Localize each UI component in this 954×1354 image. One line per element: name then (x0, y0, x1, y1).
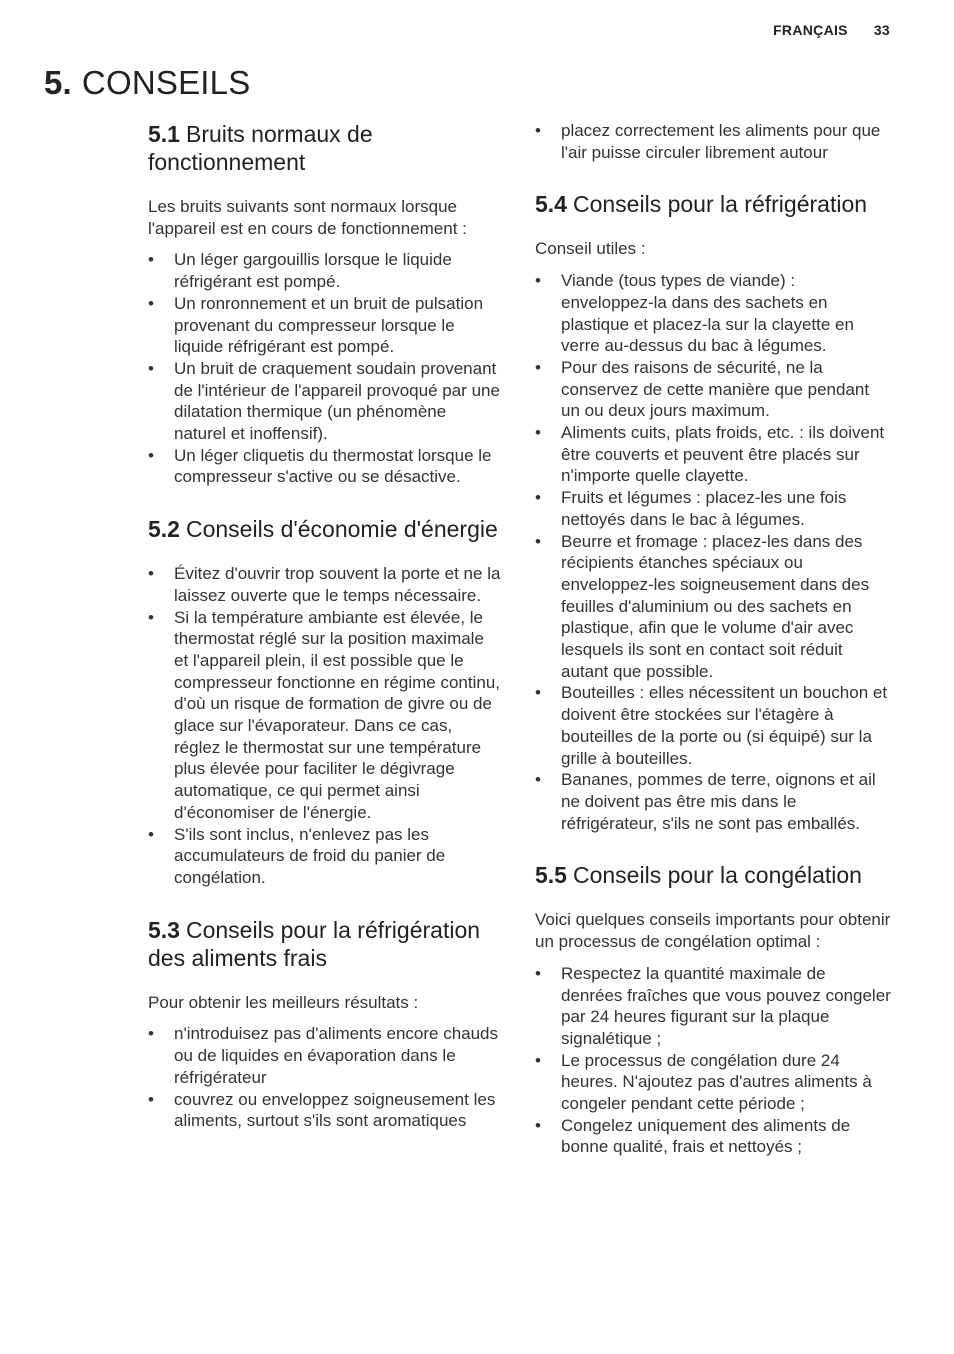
section-title: Conseils pour la congélation (572, 862, 862, 889)
list-item-text: Fruits et légumes : placez-les une fois nettoyés dans le bac à légumes. (561, 488, 847, 529)
bullet-icon: • (148, 250, 154, 270)
bullet-icon: • (535, 121, 541, 140)
list-item (148, 249, 502, 292)
list-item-text: Bananes, pommes de terre, oignons et ail ne doivent pas être mis dans le réfrigérateur, s'ils ne sont pas emballés. (561, 770, 876, 833)
bullet-icon: • (535, 683, 541, 703)
section-5-4 (535, 190, 891, 834)
bullet-icon: • (535, 423, 541, 443)
list-item (535, 487, 891, 530)
list-item-text: n'introduisez pas d'aliments encore chauds ou de liquides en évaporation dans le réfrigérateur (174, 1024, 499, 1087)
list-item-text: placez correctement les aliments pour que l'air puisse circuler librement autour (561, 121, 881, 162)
list-item-text: Évitez d'ouvrir trop souvent la porte et ne la laissez ouverte que le temps nécessaire. (174, 564, 501, 605)
list-item (535, 120, 891, 163)
list-item-text: couvrez ou enveloppez soigneusement les aliments, surtout s'ils sont aromatiques (174, 1089, 496, 1131)
page-header (773, 22, 890, 38)
chapter-title (44, 64, 250, 102)
bullet-list (148, 249, 502, 488)
chapter-title-text: CONSEILS (81, 64, 251, 101)
list-item (148, 358, 502, 445)
section-5-3-continued (535, 120, 891, 163)
bullet-icon: • (148, 1089, 154, 1109)
list-item (535, 357, 891, 422)
section-5-1 (148, 120, 502, 488)
section-intro: Conseil utiles : (535, 239, 646, 259)
list-item (148, 1089, 502, 1132)
section-number: 5.3 (148, 916, 180, 943)
list-item (148, 1023, 502, 1088)
bullet-icon: • (535, 531, 541, 551)
section-5-5 (535, 861, 891, 1158)
list-item (148, 563, 502, 606)
bullet-icon: • (535, 271, 541, 291)
section-5-2 (148, 515, 502, 889)
list-item-text: S'ils sont inclus, n'enlevez pas les accumulateurs de froid du panier de congélation. (174, 824, 446, 887)
list-item (535, 422, 891, 487)
list-item-text: Un léger cliquetis du thermostat lorsque le compresseur s'active ou se désactive. (174, 445, 492, 487)
section-title: Conseils pour la réfrigération (572, 191, 868, 218)
section-intro: Voici quelques conseils importants pour obtenir un processus de congélation optimal : (535, 910, 891, 952)
list-item-text: Congelez uniquement des aliments de bonne qualité, frais et nettoyés ; (561, 1115, 851, 1157)
list-item-text: Beurre et fromage : placez-les dans des récipients étanches spéciaux ou enveloppez-les soigneusement dans des feuilles d'aluminium ou des sachets en plastique, afin que le volume d'air avec lesquels ils sont en contact soit réduit autant que possible. (561, 531, 870, 681)
bullet-icon: • (535, 963, 541, 983)
section-number: 5.5 (535, 862, 567, 889)
right-column (535, 120, 891, 1158)
section-heading (148, 120, 502, 176)
section-number: 5.4 (535, 191, 567, 218)
bullet-icon: • (148, 1024, 154, 1044)
list-item-text: Un bruit de craquement soudain provenant de l'intérieur de l'appareil provoqué par une dilatation thermique (un phénomène naturel et inoffensif). (174, 358, 500, 444)
bullet-list (148, 563, 502, 889)
list-item (535, 270, 891, 357)
bullet-list (535, 120, 891, 163)
list-item-text: Bouteilles : elles nécessitent un bouchon et doivent être stockées sur l'étagère à bouteilles de la porte ou (si équipé) sur la grille à bouteilles. (561, 683, 888, 768)
list-item-text: Pour des raisons de sécurité, ne la conservez de cette manière que pendant un ou deux jours maximum. (561, 357, 870, 421)
list-item-text: Le processus de congélation dure 24 heures. N'ajoutez pas d'autres aliments à congeler pendant cette période ; (561, 1050, 872, 1114)
list-item (535, 1050, 891, 1115)
list-item-text: Si la température ambiante est élevée, le thermostat réglé sur la position maximale et l'appareil plein, il est possible que le compresseur fonctionne en régime continu, d'où un risque de formation de givre ou de glace sur l'évaporateur. Dans ce cas, réglez le thermostat sur une température plus élevée pour faciliter le dégivrage automatique, ce qui permet ainsi d'économiser de l'énergie. (174, 607, 501, 822)
header-language: FRANÇAIS (773, 22, 848, 38)
list-item-text: Respectez la quantité maximale de denrées fraîches que vous pouvez congeler par 24 heures figurant sur la plaque signalétique ; (561, 963, 891, 1048)
section-number: 5.1 (148, 121, 180, 147)
bullet-icon: • (535, 770, 541, 790)
list-item-text: Viande (tous types de viande) : enveloppez-la dans des sachets en plastique et placez-la sur la clayette en verre au-dessus du bac à légumes. (561, 271, 854, 356)
chapter-number: 5. (44, 64, 72, 101)
section-intro: Pour obtenir les meilleurs résultats : (148, 992, 419, 1012)
list-item-text: Un ronronnement et un bruit de pulsation provenant du compresseur lorsque le liquide réfrigérant est pompé. (174, 293, 484, 357)
list-item (535, 682, 891, 769)
bullet-list (148, 1023, 502, 1132)
section-title: Bruits normaux de fonctionnement (148, 121, 373, 175)
section-number: 5.2 (148, 516, 180, 543)
bullet-icon: • (535, 1115, 541, 1135)
bullet-icon: • (148, 293, 154, 313)
bullet-icon: • (148, 445, 154, 465)
bullet-list (535, 963, 891, 1158)
section-heading (535, 861, 891, 889)
bullet-icon: • (535, 1050, 541, 1070)
list-item (535, 769, 891, 834)
bullet-list (535, 270, 891, 834)
section-title: Conseils pour la réfrigération des aliments frais (148, 916, 481, 971)
list-item (148, 293, 502, 358)
list-item (535, 1115, 891, 1158)
bullet-icon: • (148, 358, 154, 378)
left-column (148, 120, 502, 1132)
section-heading (535, 190, 891, 218)
list-item (148, 607, 502, 824)
bullet-icon: • (148, 824, 154, 844)
section-heading (148, 916, 502, 972)
section-title: Conseils d'économie d'énergie (185, 516, 498, 543)
section-heading (148, 515, 502, 543)
bullet-icon: • (148, 607, 154, 627)
list-item-text: Un léger gargouillis lorsque le liquide réfrigérant est pompé. (174, 250, 452, 292)
list-item (148, 445, 502, 488)
section-intro: Les bruits suivants sont normaux lorsque l'appareil est en cours de fonctionnement : (148, 197, 467, 238)
bullet-icon: • (148, 564, 154, 584)
bullet-icon: • (535, 357, 541, 377)
bullet-icon: • (535, 488, 541, 508)
list-item (148, 824, 502, 889)
section-5-3 (148, 916, 502, 1132)
list-item (535, 963, 891, 1050)
list-item (535, 531, 891, 683)
page-number: 33 (873, 22, 890, 38)
list-item-text: Aliments cuits, plats froids, etc. : ils doivent être couverts et peuvent être placés sur n'importe quelle clayette. (561, 423, 885, 486)
